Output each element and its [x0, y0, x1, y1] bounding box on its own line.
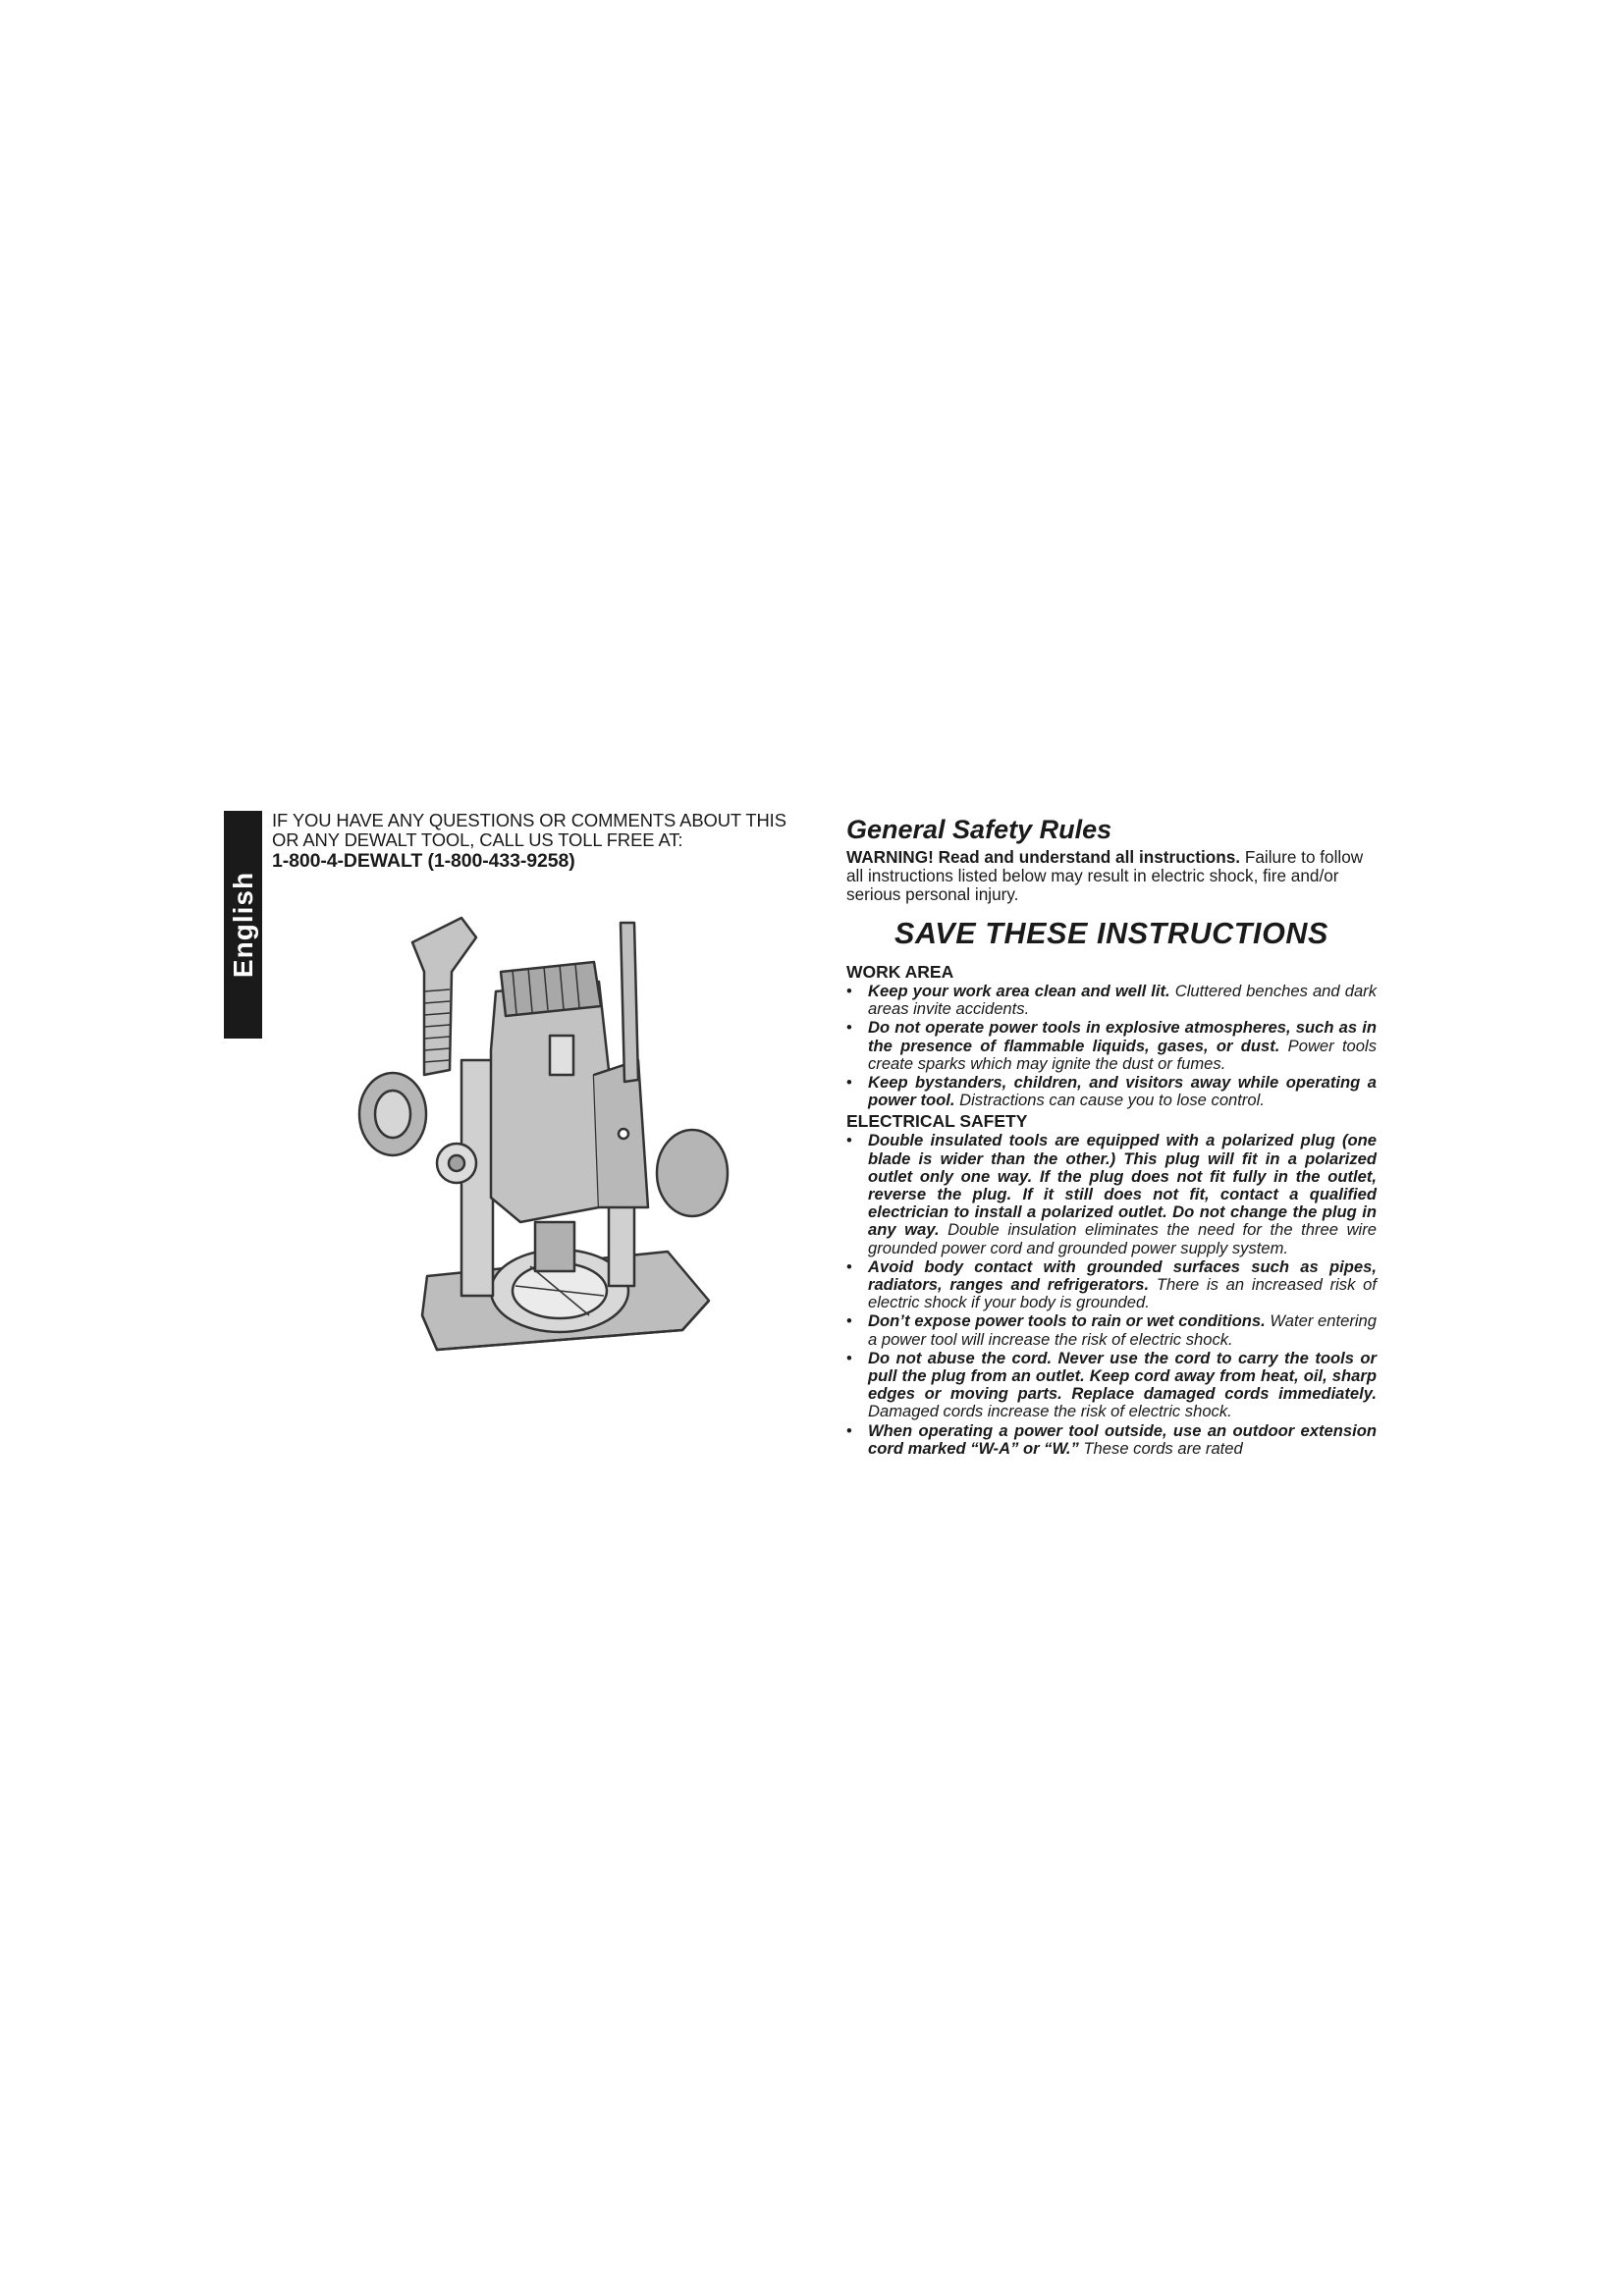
bullet: •	[846, 1073, 852, 1093]
rule-bold: Keep bystanders, children, and visitors away while operating a power tool.	[868, 1073, 1377, 1110]
rule-text: Cluttered benches and dark areas invite accidents.	[868, 982, 1378, 1019]
contact-block	[272, 811, 807, 871]
contact-line-2: OR ANY DEWALT TOOL, CALL US TOLL FREE AT:	[272, 829, 683, 850]
language-tab	[224, 811, 262, 1039]
bullet: •	[846, 1311, 852, 1331]
rule-bold: Do not abuse the cord. Never use the cord to carry the tools or pull the plug from an outlet. Keep cord away from heat, oil, sharp edges or moving parts. Replace damaged cords immediately.	[868, 1348, 1377, 1404]
rule-text: Damaged cords increase the risk of electric shock.	[868, 1402, 1232, 1421]
warning-paragraph	[846, 848, 1377, 904]
rule-bold: Do not operate power tools in explosive atmospheres, such as in the presence of flammable liquids, gases, or dust.	[868, 1018, 1377, 1055]
electrical-safety-list	[846, 1132, 1377, 1458]
list-item	[846, 1132, 1377, 1256]
rule-bold: Keep your work area clean and well lit.	[868, 982, 1170, 1000]
contact-line-1: IF YOU HAVE ANY QUESTIONS OR COMMENTS ABOUT THIS	[272, 810, 786, 830]
bullet: •	[846, 982, 852, 1000]
language-label: English	[227, 871, 258, 979]
save-instructions-title: SAVE THESE INSTRUCTIONS	[894, 917, 1328, 950]
warning-bold: WARNING! Read and understand all instructions.	[846, 847, 1241, 867]
rule-text: There is an increased risk of electric shock if your body is grounded.	[868, 1275, 1377, 1312]
list-item	[846, 1422, 1377, 1458]
rule-text: Double insulation eliminates the need for the three wire grounded power cord and grounded power supply system.	[868, 1220, 1378, 1257]
general-safety-rules-title: General Safety Rules	[846, 815, 1112, 844]
rule-text: Distractions can cause you to lose control.	[954, 1091, 1265, 1110]
work-area-heading: WORK AREA	[846, 962, 954, 982]
rule-bold: Double insulated tools are equipped with a polarized plug (one blade is wider than the other.) This plug will fit in a polarized outlet only one way. If the plug does not fit fully in the outlet, reverse the plug. If it still does not fit, contact a qualified electrician to install a polarized outlet. Do not change the plug in any way.	[868, 1131, 1377, 1240]
rule-bold: When operating a power tool outside, use an outdoor extension cord marked “W-A” or “W.”	[868, 1420, 1377, 1458]
phone-number: 1-800-4-DEWALT (1-800-433-9258)	[272, 850, 575, 872]
list-item	[846, 983, 1377, 1018]
list-item	[846, 1019, 1377, 1073]
bullet: •	[846, 1420, 852, 1440]
rule-text: Power tools create sparks which may ignite the dust or fumes.	[868, 1036, 1378, 1073]
warning-text: Failure to follow all instructions listed below may result in electric shock, fire and/or serious personal injury.	[846, 847, 1364, 904]
rule-bold: Avoid body contact with grounded surfaces such as pipes, radiators, ranges and refrigerators.	[868, 1256, 1377, 1295]
rule-bold: Don’t expose power tools to rain or wet conditions.	[868, 1311, 1266, 1331]
work-area-list	[846, 983, 1377, 1109]
safety-rules-column	[846, 815, 1377, 1459]
bullet: •	[846, 1348, 852, 1367]
router-illustration	[344, 913, 736, 1404]
list-item	[846, 1074, 1377, 1109]
bullet: •	[846, 1018, 852, 1038]
electrical-safety-heading: ELECTRICAL SAFETY	[846, 1111, 1028, 1132]
list-item	[846, 1312, 1377, 1348]
bullet: •	[846, 1256, 852, 1276]
rule-text: These cords are rated	[1078, 1438, 1243, 1458]
rule-text: Water entering a power tool will increase the risk of electric shock.	[868, 1311, 1377, 1349]
list-item	[846, 1258, 1377, 1312]
bullet: •	[846, 1131, 852, 1150]
list-item	[846, 1350, 1377, 1421]
